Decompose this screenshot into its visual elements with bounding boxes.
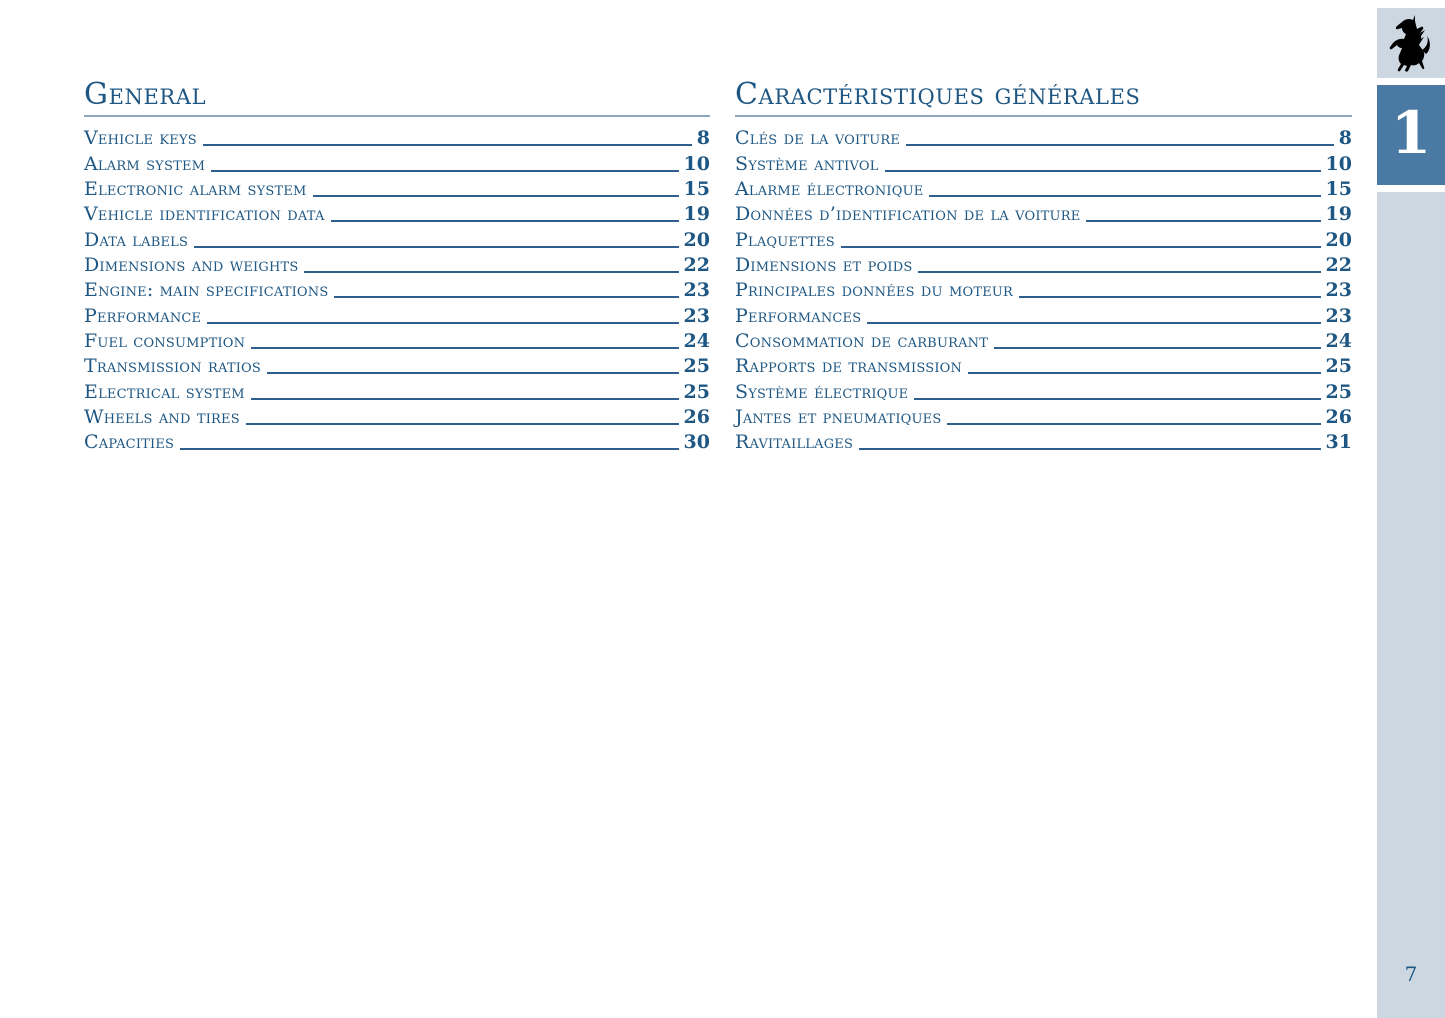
toc-row [735, 403, 1352, 428]
toc-entry-label: Rapports de transmission [735, 355, 963, 378]
toc-entry-label: Wheels and tires [84, 405, 240, 428]
toc-page-number: 24 [1325, 329, 1352, 352]
toc-entry-label: Ravitaillages [735, 431, 854, 454]
toc-leader-line [251, 398, 679, 400]
page-edge-strip [1377, 192, 1445, 1018]
toc-page-number: 22 [683, 253, 710, 276]
toc-leader-line [207, 322, 678, 324]
toc-row [84, 428, 710, 453]
toc-row [735, 327, 1352, 352]
chapter-tab [1377, 85, 1445, 185]
toc-leader-line [334, 296, 678, 298]
toc-column-french [735, 78, 1352, 453]
toc-entry-label: Clés de la voiture [735, 127, 901, 150]
toc-page-number: 24 [683, 329, 710, 352]
toc-row [84, 225, 710, 250]
toc-entry-label: Données d’identification de la voiture [735, 203, 1081, 226]
heading-rule [84, 115, 710, 117]
toc-row [84, 327, 710, 352]
toc-row [735, 276, 1352, 301]
toc-entry-label: Vehicle identification data [84, 203, 325, 226]
toc-entry-label: Principales données du moteur [735, 279, 1014, 302]
toc-entry-label: Electrical system [84, 380, 245, 403]
toc-page-number: 26 [1325, 405, 1352, 428]
toc-heading-english: General [84, 77, 207, 112]
toc-row [84, 276, 710, 301]
toc-leader-line [251, 347, 678, 349]
toc-page-number: 25 [683, 380, 710, 403]
toc-page-number: 26 [683, 405, 710, 428]
page-number: 7 [1404, 962, 1418, 986]
toc-column-english [84, 78, 710, 453]
toc-row [84, 251, 710, 276]
toc-entry-label: Vehicle keys [84, 127, 197, 150]
toc-leader-line [1019, 296, 1321, 298]
toc-entry-label: Consommation de carburant [735, 329, 989, 352]
toc-leader-line [914, 398, 1320, 400]
toc-page-number: 31 [1325, 431, 1352, 454]
toc-row [735, 149, 1352, 174]
toc-page-number: 8 [696, 127, 710, 150]
ferrari-prancing-horse-icon [1388, 14, 1434, 72]
toc-leader-line [994, 347, 1320, 349]
toc-leader-line [929, 195, 1320, 197]
toc-leader-line [194, 246, 678, 248]
toc-entry-label: Performances [735, 304, 862, 327]
toc-leader-line [885, 170, 1321, 172]
toc-entry-label: Alarm system [84, 152, 206, 175]
toc-entry-label: Fuel consumption [84, 329, 246, 352]
toc-page-number: 20 [683, 228, 710, 251]
toc-leader-line [211, 170, 678, 172]
toc-leader-line [918, 271, 1320, 273]
toc-row [84, 377, 710, 402]
toc-row [84, 149, 710, 174]
toc-row [84, 124, 710, 149]
toc-page-number: 25 [1325, 355, 1352, 378]
toc-row [735, 200, 1352, 225]
toc-page-number: 10 [1325, 152, 1352, 175]
toc-leader-line [947, 423, 1320, 425]
toc-page-number: 19 [1325, 203, 1352, 226]
toc-row [735, 225, 1352, 250]
toc-leader-line [203, 144, 692, 146]
toc-page-number: 22 [1325, 253, 1352, 276]
toc-row [735, 124, 1352, 149]
toc-row [735, 175, 1352, 200]
toc-page-number: 20 [1325, 228, 1352, 251]
toc-row [735, 377, 1352, 402]
toc-entry-label: Jantes et pneumatiques [735, 405, 942, 428]
toc-leader-line [267, 372, 679, 374]
toc-heading-french: Caractéristiques générales [735, 77, 1141, 112]
toc-row [84, 200, 710, 225]
toc-leader-line [906, 144, 1334, 146]
toc-leader-line [246, 423, 679, 425]
toc-page-number: 25 [683, 355, 710, 378]
toc-row [735, 352, 1352, 377]
toc-page-number: 10 [683, 152, 710, 175]
toc-leader-line [968, 372, 1320, 374]
toc-page-number: 23 [683, 279, 710, 302]
toc-entry-label: Système antivol [735, 152, 879, 175]
toc-row [84, 352, 710, 377]
toc-entry-label: Alarme électronique [735, 177, 924, 200]
toc-entry-label: Transmission ratios [84, 355, 262, 378]
toc-leader-line [180, 448, 678, 450]
toc-leader-line [859, 448, 1320, 450]
toc-page-number: 23 [1325, 279, 1352, 302]
chapter-number: 1 [1390, 99, 1432, 167]
toc-entry-label: Dimensions and weights [84, 253, 299, 276]
toc-page-number: 30 [683, 431, 710, 454]
toc-page-number: 8 [1338, 127, 1352, 150]
toc-list-french [735, 124, 1352, 453]
heading-rule [735, 115, 1352, 117]
toc-row [735, 251, 1352, 276]
toc-leader-line [331, 220, 679, 222]
toc-entry-label: Electronic alarm system [84, 177, 307, 200]
toc-leader-line [1086, 220, 1320, 222]
toc-leader-line [304, 271, 678, 273]
toc-page-number: 15 [683, 177, 710, 200]
toc-page-number: 23 [683, 304, 710, 327]
toc-page-number: 15 [1325, 177, 1352, 200]
toc-row [84, 301, 710, 326]
toc-entry-label: Performance [84, 304, 202, 327]
toc-list-english [84, 124, 710, 453]
toc-entry-label: Dimensions et poids [735, 253, 913, 276]
toc-page-number: 25 [1325, 380, 1352, 403]
toc-row [84, 175, 710, 200]
toc-entry-label: Capacities [84, 431, 175, 454]
toc-leader-line [867, 322, 1320, 324]
toc-entry-label: Système électrique [735, 380, 909, 403]
brand-logo-box [1377, 8, 1445, 78]
toc-leader-line [313, 195, 679, 197]
toc-entry-label: Plaquettes [735, 228, 835, 251]
toc-page-number: 23 [1325, 304, 1352, 327]
toc-page-number: 19 [683, 203, 710, 226]
toc-entry-label: Engine: main specifications [84, 279, 329, 302]
toc-row [735, 428, 1352, 453]
toc-leader-line [841, 246, 1321, 248]
toc-entry-label: Data labels [84, 228, 189, 251]
toc-row [735, 301, 1352, 326]
toc-row [84, 403, 710, 428]
